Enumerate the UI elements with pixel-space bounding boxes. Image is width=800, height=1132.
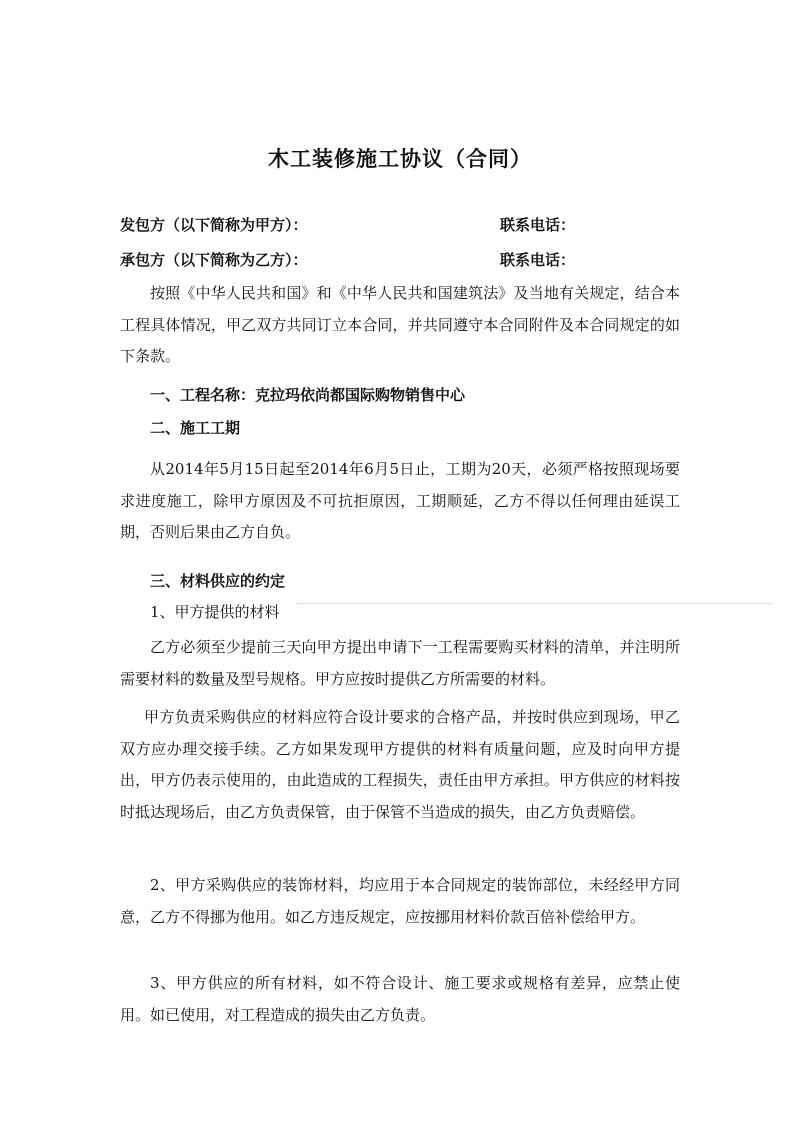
dotted-rule [296, 603, 772, 604]
section-1-heading: 一、工程名称：克拉玛依尚都国际购物销售中心 [150, 386, 466, 404]
party-b-line: 承包方（以下简称为乙方）： [120, 251, 308, 269]
party-a-line: 发包方（以下简称为甲方）： [120, 216, 308, 234]
section-3-paragraph-3: 2、甲方采购供应的装饰材料，均应用于本合同规定的装饰部位，未经经甲方同意，乙方不得挪为他用。如乙方违反规定，应按挪用材料价款百倍补偿给甲方。 [120, 876, 680, 926]
section-3-paragraph-1: 乙方必须至少提前三天向甲方提出申请下一工程需要购买材料的清单，并注明所需要材料的数量及型号规格。甲方应按时提供乙方所需要的材料。 [120, 638, 680, 688]
section-2-heading: 二、施工工期 [150, 419, 241, 437]
section-3-heading: 三、材料供应的约定 [150, 572, 286, 590]
document-title: 木工装修施工协议（合同） [268, 147, 532, 171]
section-2-paragraph: 从2014年5月15日起至2014年6月5日止，工期为20天，必须严格按照现场要求进度施工，除甲方原因及不可抗拒原因，工期顺延，乙方不得以任何理由延误工期，否则后果由乙方自负。 [120, 460, 680, 541]
party-a-phone-label: 联系电话： [500, 216, 576, 234]
intro-paragraph: 按照《中华人民共和国》和《中华人民共和国建筑法》及当地有关规定，结合本工程具体情况，甲乙双方共同订立本合同，并共同遵守本合同附件及本合同规定的如下条款。 [120, 284, 680, 365]
party-b-phone-label: 联系电话： [500, 251, 576, 269]
section-3-paragraph-2: 甲方负责采购供应的材料应符合设计要求的合格产品，并按时供应到现场，甲乙双方应办理交接手续。乙方如果发现甲方提供的材料有质量问题，应及时向甲方提出，甲方仍表示使用的，由此造成的工程损失，责任由甲方承担。甲方供应的材料按时抵达现场后，由乙方负责保管，由于保管不当造成的损失，由乙方负责赔偿。 [120, 708, 680, 821]
section-3-paragraph-4: 3、甲方供应的所有材料，如不符合设计、施工要求或规格有差异，应禁止使用。如已使用，对工程造成的损失由乙方负责。 [120, 974, 680, 1024]
section-3-subheading-1: 1、甲方提供的材料 [150, 603, 280, 621]
